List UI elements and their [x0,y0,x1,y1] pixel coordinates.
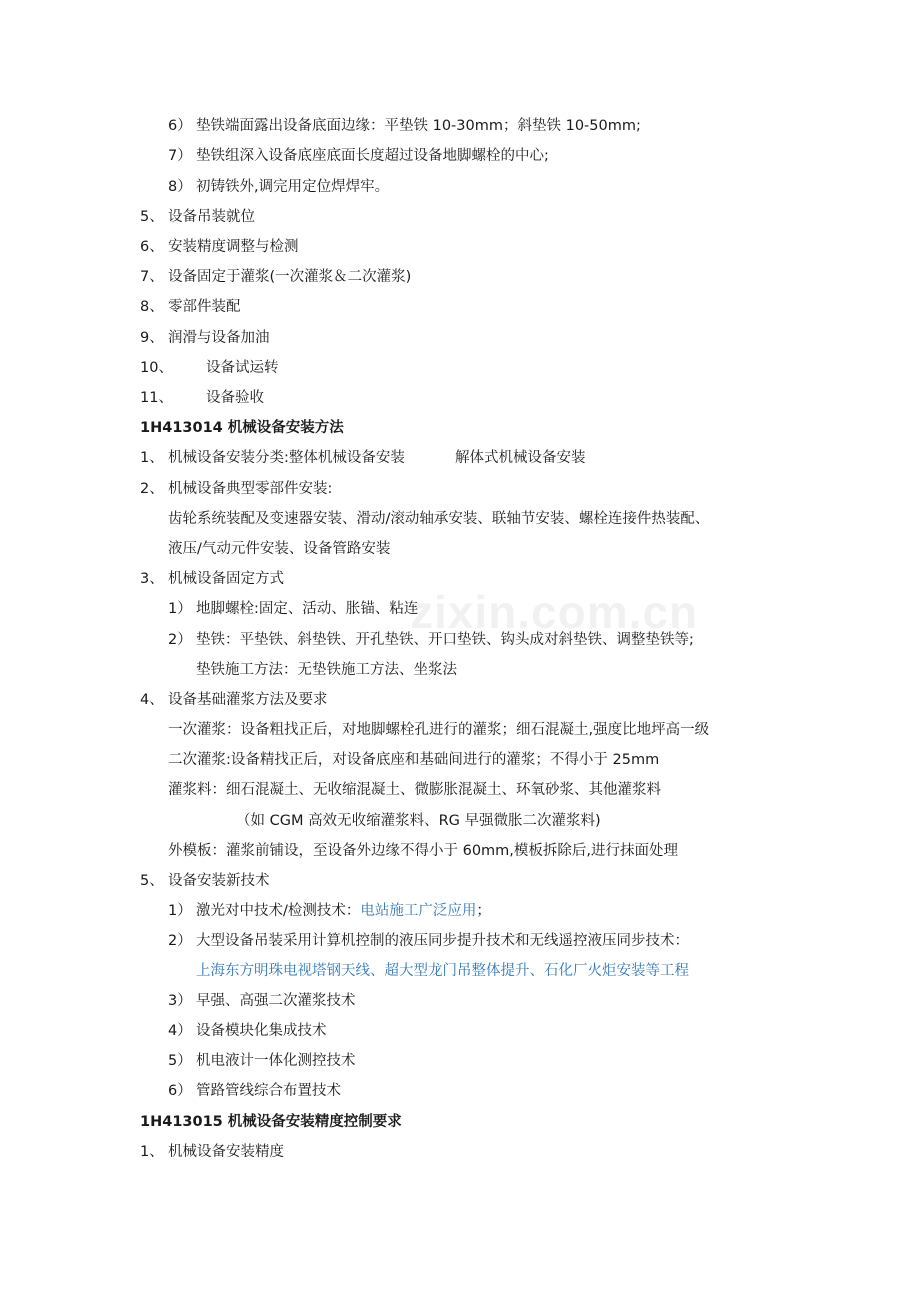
item-text: 地脚螺栓:固定、活动、胀锚、粘连 [196,601,419,617]
list-item [168,901,491,921]
section-heading: 1H413015 机械设备安装精度控制要求 [140,1114,402,1130]
item-number: 5、 [140,209,164,225]
item-text: 管路管线综合布置技术 [196,1083,341,1099]
list-item [140,328,270,348]
list-item [168,931,689,951]
list-item [168,1051,356,1071]
item-text: 激光对中技术/检测技术： [196,903,361,919]
item-text: 设备验收 [206,390,264,406]
item-number: 11、 [140,390,173,406]
item-text: 垫铁：平垫铁、斜垫铁、开孔垫铁、开口垫铁、钩头成对斜垫铁、调整垫铁等; [196,632,694,648]
item-number: 6） [168,1083,192,1099]
item-number: 6） [168,118,192,134]
item-number: 10、 [140,360,173,376]
list-item [168,991,356,1011]
item-text: 机械设备固定方式 [168,571,284,587]
item-number: 9、 [140,330,164,346]
item-number: 1） [168,903,192,919]
item-text: 早强、高强二次灌浆技术 [196,993,356,1009]
item-text: 垫铁端面露出设备底面边缘：平垫铁 10-30mm；斜垫铁 10-50mm; [196,118,641,134]
item-number: 1） [168,601,192,617]
list-item [140,448,586,468]
list-item [168,177,390,197]
item-text: 设备模块化集成技术 [196,1023,327,1039]
list-item [140,388,264,408]
paragraph-line: 液压/气动元件安装、设备管路安装 [168,541,391,557]
item-number: 7、 [140,269,164,285]
paragraph-line: 灌浆料：细石混凝土、无收缩混凝土、微膨胀混凝土、环氧砂浆、其他灌浆料 [168,782,661,798]
item-number: 7） [168,148,192,164]
item-number: 5） [168,1053,192,1069]
list-item [168,116,641,136]
item-number: 3） [168,993,192,1009]
item-text: 机械设备安装精度 [168,1144,284,1160]
list-item [168,1021,327,1041]
paragraph-line: 外模板：灌浆前铺设，至设备外边缘不得小于 60mm,模板拆除后,进行抹面处理 [168,843,679,859]
item-text: 安装精度调整与检测 [168,239,299,255]
paragraph-line: 齿轮系统装配及变速器安装、滑动/滚动轴承安装、联轴节安装、螺栓连接件热装配、 [168,511,710,527]
watermark: zixin.com.cn [410,586,699,638]
item-text: 设备基础灌浆方法及要求 [168,692,328,708]
item-text: 设备试运转 [206,360,279,376]
list-item [140,358,279,378]
list-item [168,146,549,166]
item-text: 零部件装配 [168,299,241,315]
highlight-text: 上海东方明珠电视塔钢天线、超大型龙门吊整体提升、石化厂火炬安装等工程 [196,963,689,979]
item-text: 设备吊装就位 [168,209,255,225]
list-item [140,267,412,287]
list-item [168,1081,341,1101]
item-number: 5、 [140,873,164,889]
item-text-tail: ； [476,903,491,919]
item-text-secondary: 解体式机械设备安装 [455,450,586,466]
item-number: 2） [168,632,192,648]
item-number: 2、 [140,481,164,497]
item-text: 初铸铁外,调完用定位焊焊牢。 [196,179,390,195]
paragraph-line: 一次灌浆：设备粗找正后，对地脚螺栓孔进行的灌浆；细石混凝土,强度比地坪高一级 [168,722,710,738]
item-text: 机械设备安装分类:整体机械设备安装 [168,450,405,466]
paragraph-line: （如 CGM 高效无收缩灌浆料、RG 早强微胀二次灌浆料) [236,813,601,829]
item-number: 3、 [140,571,164,587]
item-number: 6、 [140,239,164,255]
list-item [140,237,299,257]
paragraph-line: 二次灌浆:设备精找正后，对设备底座和基础间进行的灌浆；不得小于 25mm [168,752,660,768]
highlight-text: 电站施工广泛应用 [360,903,477,919]
paragraph-line: 垫铁施工方法：无垫铁施工方法、坐浆法 [196,662,457,678]
list-item [168,599,419,619]
item-text: 垫铁组深入设备底座底面长度超过设备地脚螺栓的中心; [196,148,549,164]
item-text: 机电液计一体化测控技术 [196,1053,356,1069]
list-item [140,207,255,227]
item-text: 大型设备吊装采用计算机控制的液压同步提升技术和无线遥控液压同步技术： [196,933,689,949]
item-number: 4、 [140,692,164,708]
list-item [140,569,284,589]
item-number: 1、 [140,1144,164,1160]
item-text: 机械设备典型零部件安装: [168,481,333,497]
list-item [140,297,241,317]
section-heading: 1H413014 机械设备安装方法 [140,420,344,436]
list-item [140,690,328,710]
item-number: 8） [168,179,192,195]
list-item [168,630,694,650]
item-text: 设备安装新技术 [168,873,270,889]
item-number: 8、 [140,299,164,315]
item-number: 4） [168,1023,192,1039]
item-number: 1、 [140,450,164,466]
item-text: 润滑与设备加油 [168,330,270,346]
item-text: 设备固定于灌浆(一次灌浆＆二次灌浆) [168,269,412,285]
item-number: 2） [168,933,192,949]
list-item [140,479,333,499]
list-item [140,871,270,891]
list-item [140,1142,284,1162]
